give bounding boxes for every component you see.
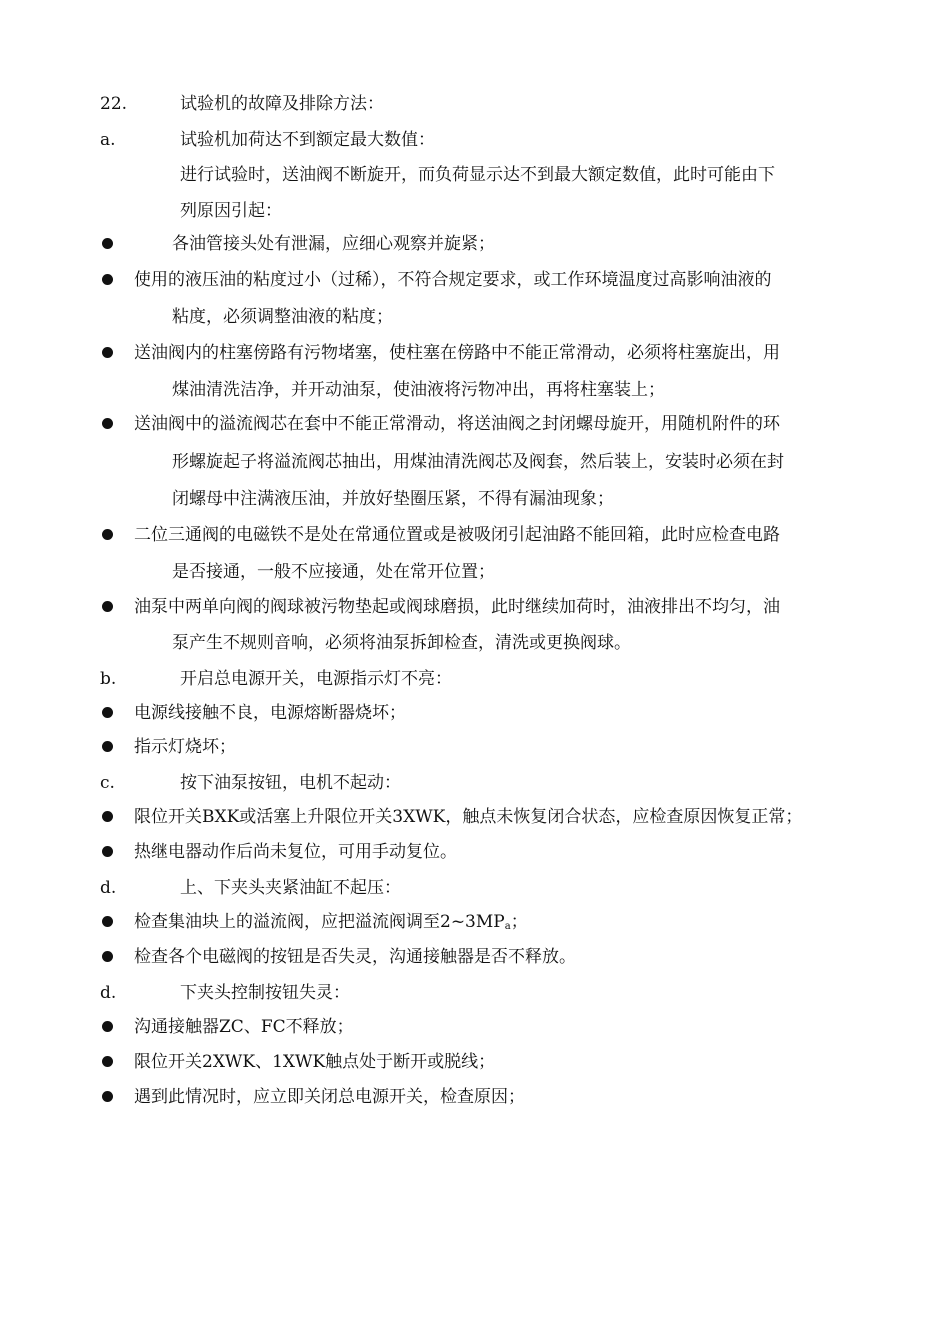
part-c-label: c. xyxy=(100,773,115,793)
part-d2-label: d. xyxy=(100,983,117,1003)
bullet-icon xyxy=(102,1021,113,1032)
bullet-icon xyxy=(102,601,113,612)
part-d1-label: d. xyxy=(100,878,117,898)
part-b-label: b. xyxy=(100,669,117,689)
bullet-icon xyxy=(102,238,113,249)
bullet-text: 检查各个电磁阀的按钮是否失灵，沟通接触器是否不释放。 xyxy=(134,947,576,967)
bullet-text: 使用的液压油的粘度过小（过稀），不符合规定要求，或工作环境温度过高影响油液的 xyxy=(134,270,772,290)
unit-subscript: a xyxy=(504,921,511,932)
part-a-title: 试验机加荷达不到额定最大数值： xyxy=(180,130,435,150)
bullet-text: 热继电器动作后尚未复位，可用手动复位。 xyxy=(134,842,457,862)
bullet-icon xyxy=(102,846,113,857)
bullet-icon xyxy=(102,1056,113,1067)
part-b-title: 开启总电源开关，电源指示灯不亮： xyxy=(180,669,452,689)
part-a-label: a. xyxy=(100,130,116,150)
part-a-intro-line2: 列原因引起： xyxy=(180,201,282,221)
bullet-text: 限位开关BXK或活塞上升限位开关3XWK，触点未恢复闭合状态，应检查原因恢复正常； xyxy=(134,807,803,827)
bullet-icon xyxy=(102,811,113,822)
bullet-text: 送油阀中的溢流阀芯在套中不能正常滑动，将送油阀之封闭螺母旋开，用随机附件的环 xyxy=(134,414,780,434)
bullet-text: 油泵中两单向阀的阀球被污物垫起或阀球磨损，此时继续加荷时，油液排出不均匀，油 xyxy=(134,597,780,617)
bullet-text-main: 检查集油块上的溢流阀，应把溢流阀调至2~3MP xyxy=(134,912,505,932)
bullet-text-continued: 泵产生不规则音响，必须将油泵拆卸检查，清洗或更换阀球。 xyxy=(172,633,631,653)
bullet-icon xyxy=(102,418,113,429)
bullet-text: 限位开关2XWK、1XWK触点处于断开或脱线； xyxy=(134,1052,496,1072)
bullet-text: 二位三通阀的电磁铁不是处在常通位置或是被吸闭引起油路不能回箱，此时应检查电路 xyxy=(134,525,780,545)
part-a-intro-line1: 进行试验时，送油阀不断旋开，而负荷显示达不到最大额定数值，此时可能由下 xyxy=(180,165,775,185)
section-number: 22. xyxy=(100,94,128,114)
bullet-icon xyxy=(102,707,113,718)
bullet-text-continued: 闭螺母中注满液压油，并放好垫圈压紧，不得有漏油现象； xyxy=(172,489,614,509)
bullet-text: 遇到此情况时，应立即关闭总电源开关，检查原因； xyxy=(134,1087,525,1107)
bullet-text-continued: 粘度，必须调整油液的粘度； xyxy=(172,307,393,327)
bullet-icon xyxy=(102,741,113,752)
bullet-text: 指示灯烧坏； xyxy=(134,737,236,757)
part-c-title: 按下油泵按钮，电机不起动： xyxy=(180,773,401,793)
bullet-icon xyxy=(102,529,113,540)
bullet-text: 送油阀内的柱塞傍路有污物堵塞，使柱塞在傍路中不能正常滑动，必须将柱塞旋出，用 xyxy=(134,343,780,363)
part-d1-title: 上、下夹头夹紧油缸不起压： xyxy=(180,878,401,898)
bullet-text: 各油管接头处有泄漏，应细心观察并旋紧； xyxy=(172,234,495,254)
section-title: 试验机的故障及排除方法： xyxy=(180,94,384,114)
bullet-text-continued: 形螺旋起子将溢流阀芯抽出，用煤油清洗阀芯及阀套，然后装上，安装时必须在封 xyxy=(172,452,784,472)
bullet-icon xyxy=(102,274,113,285)
bullet-text: 电源线接触不良，电源熔断器烧坏； xyxy=(134,703,406,723)
bullet-icon xyxy=(102,916,113,927)
bullet-text xyxy=(134,911,528,938)
bullet-icon xyxy=(102,1091,113,1102)
bullet-icon xyxy=(102,347,113,358)
bullet-text-continued: 是否接通，一般不应接通，处在常开位置； xyxy=(172,562,495,582)
bullet-text: 沟通接触器ZC、FC不释放； xyxy=(134,1017,354,1037)
part-d2-title: 下夹头控制按钮失灵： xyxy=(180,983,350,1003)
bullet-text-continued: 煤油清洗洁净，并开动油泵，使油液将污物冲出，再将柱塞装上； xyxy=(172,380,665,400)
bullet-text-end: ； xyxy=(510,912,528,932)
bullet-icon xyxy=(102,951,113,962)
